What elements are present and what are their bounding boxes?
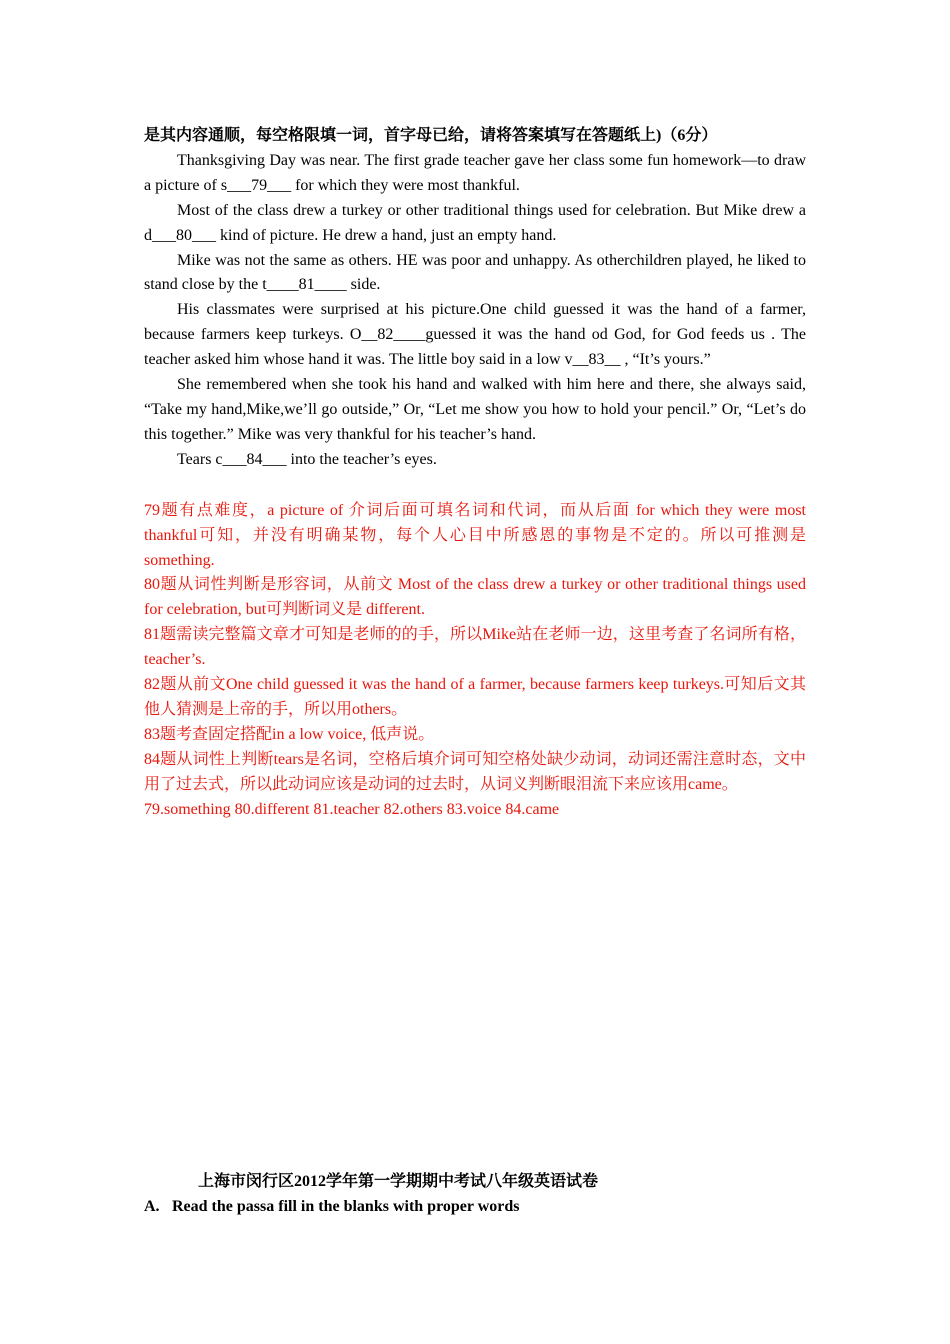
answer-key: 79.something 80.different 81.teacher 82.others 83.voice 84.came xyxy=(144,800,560,818)
answer-explanations xyxy=(144,499,806,823)
passage-paragraph-4: His classmates were surprised at his picture.One child guessed it was the hand of a farmer, because farmers keep turkeys. O__82____guessed it was the hand od God, for God feeds us . The teacher asked him whose hand it was. The little boy said in a low v__83__ , “It’s yours.” xyxy=(144,301,806,369)
document-body xyxy=(144,124,806,822)
passage-paragraph-5: She remembered when she took his hand and walked with him here and there, she always said, “Take my hand,Mike,we’ll go outside,” Or, “Let me show you how to hold your pencil.” Or, “Let’s do this together.” Mike was very thankful for his teacher’s hand. xyxy=(144,376,806,443)
explanation-84: 84题从词性上判断tears是名词，空格后填介词可知空格处缺少动词，动词还需注意时态，文中用了过去式，所以此动词应该是动词的过去时，从词义判断眼泪流下来应该用came。 xyxy=(144,750,806,793)
section-a-heading xyxy=(144,1195,806,1220)
explanation-82: 82题从前文One child guessed it was the hand of a farmer, because farmers keep turkeys.可知后文其他人猜测是上帝的手，所以用others。 xyxy=(144,676,806,718)
explanation-83: 83题考查固定搭配in a low voice, 低声说。 xyxy=(144,725,435,743)
explanation-80: 80题从词性判断是形容词，从前文 Most of the class drew a turkey or other traditional things used for celebration, but可判断词义是 different. xyxy=(144,576,806,619)
passage xyxy=(144,149,806,473)
passage-paragraph-1: Thanksgiving Day was near. The first grade teacher gave her class some fun homework—to draw a picture of s___79___ for which they were most thankful. xyxy=(144,151,806,194)
exam-title: 上海市闵行区2012学年第一学期期中考试八年级英语试卷 xyxy=(198,1173,599,1190)
section-letter: A. xyxy=(144,1197,160,1215)
explanation-79: 79题有点难度，a picture of 介词后面可填名词和代词，而从后面 for which they were most thankful可知，并没有明确某物，每个人心目中所感恩的事物是不定的。所以可推测是something. xyxy=(144,501,806,569)
passage-paragraph-3: Mike was not the same as others. HE was poor and unhappy. As otherchildren played, he liked to stand close by the t____81____ side. xyxy=(144,251,806,294)
instruction-text: 是其内容通顺，每空格限填一词，首字母已给，请将答案填写在答题纸上)（6分） xyxy=(144,127,718,144)
explanation-81: 81题需读完整篇文章才可知是老师的的手，所以Mike站在老师一边，这里考查了名词所有格，teacher’s. xyxy=(144,626,806,669)
next-section xyxy=(144,1170,806,1220)
passage-paragraph-2: Most of the class drew a turkey or other traditional things used for celebration. But Mike drew a d___80___ kind of picture. He drew a hand, just an empty hand. xyxy=(144,201,806,244)
section-instruction: Read the passa fill in the blanks with proper words xyxy=(172,1197,520,1215)
passage-paragraph-6: Tears c___84___ into the teacher’s eyes. xyxy=(177,450,437,468)
